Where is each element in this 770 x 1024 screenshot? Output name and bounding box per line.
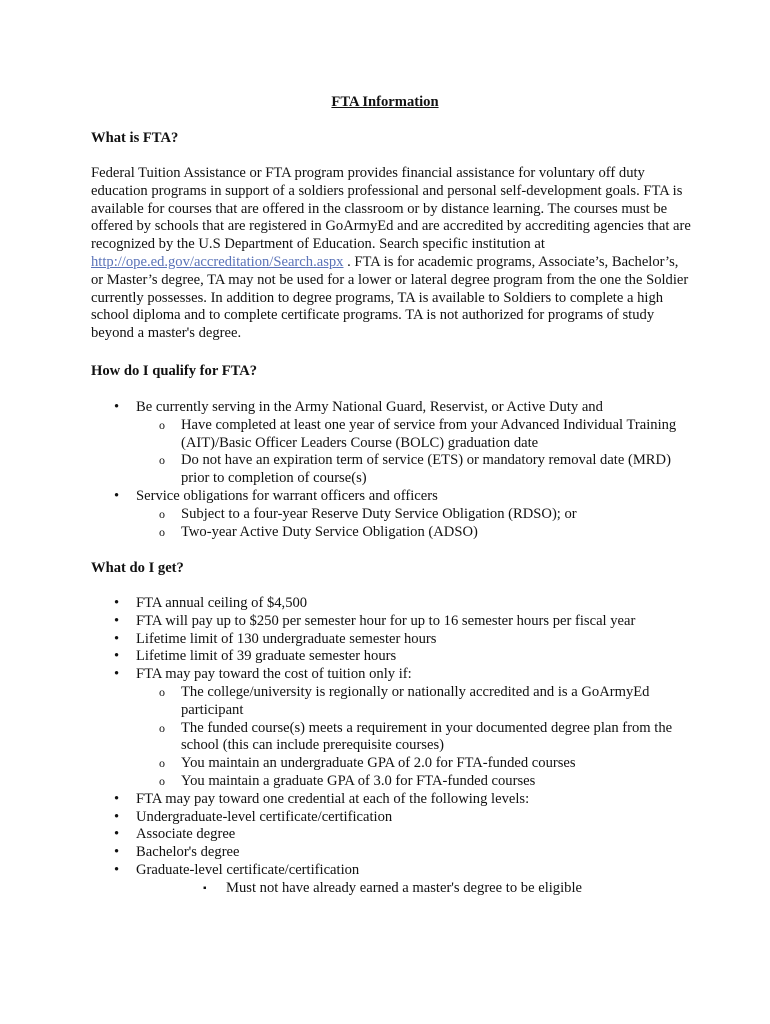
bullet-marker: • bbox=[114, 630, 120, 647]
list-item-text: Undergraduate-level certificate/certification bbox=[136, 808, 393, 825]
list-item-text: Graduate-level certificate/certification bbox=[136, 861, 360, 878]
list-item-text: Service obligations for warrant officers and officers bbox=[136, 487, 438, 504]
bullet-marker: • bbox=[114, 808, 120, 825]
list-item-text: FTA may pay toward the cost of tuition only if: bbox=[136, 666, 412, 683]
bullet-marker: o bbox=[159, 524, 165, 539]
bullet-marker: o bbox=[159, 773, 165, 788]
list-item-text: You maintain an undergraduate GPA of 2.0 for FTA-funded courses bbox=[181, 755, 576, 772]
list-item bbox=[91, 844, 691, 862]
list-item bbox=[91, 488, 691, 506]
list-item-text: FTA will pay up to $250 per semester hour for up to 16 semester hours per fiscal year bbox=[136, 612, 636, 629]
bullet-marker: • bbox=[114, 595, 120, 611]
list-item bbox=[91, 648, 691, 666]
list-item bbox=[91, 613, 691, 631]
list-item bbox=[91, 452, 691, 488]
list-item-text: Bachelor's degree bbox=[136, 844, 240, 861]
bullet-marker: o bbox=[159, 506, 165, 521]
bullet-marker: • bbox=[114, 861, 120, 878]
heading-how-do-i-qualify: How do I qualify for FTA? bbox=[91, 363, 258, 379]
list-item-text: FTA annual ceiling of $4,500 bbox=[136, 595, 308, 611]
list-item bbox=[91, 720, 691, 756]
bullet-marker: • bbox=[114, 844, 120, 861]
bullet-marker: • bbox=[114, 648, 120, 665]
list-item-text: Have completed at least one year of service from your Advanced Individual Training (AIT)/Basic Officer Leaders Course (BOLC) graduation date bbox=[181, 416, 677, 451]
list-item-text: Subject to a four-year Reserve Duty Service Obligation (RDSO); or bbox=[181, 505, 577, 522]
paragraph-text-2: . FTA is for academic programs, Associate’s, Bachelor’s, or Master’s degree, TA may not be used for a lower or lateral degree program from the one the Soldier currently possesses. In addition to degree programs, TA is available to Soldiers to complete a high school diploma and to complete certificate programs. TA is not authorized for programs of study beyond a master's degree. bbox=[91, 253, 689, 342]
list-item bbox=[91, 524, 691, 542]
bullet-marker: o bbox=[159, 720, 165, 735]
list-item-text: Two-year Active Duty Service Obligation (ADSO) bbox=[181, 523, 478, 540]
list-item-text: The college/university is regionally or nationally accredited and is a GoArmyEd participant bbox=[181, 683, 650, 718]
bullet-marker: o bbox=[159, 756, 165, 771]
bullet-marker: • bbox=[114, 666, 120, 683]
list-item-text: You maintain a graduate GPA of 3.0 for FTA-funded courses bbox=[181, 772, 536, 789]
qualify-list bbox=[91, 399, 691, 541]
paragraph-text-1: Federal Tuition Assistance or FTA program provides financial assistance for voluntary off duty education programs in support of a soldiers professional and personal self-development goals. FTA is available for courses that are offered in the classroom or by distance learning. The courses must be offered by schools that are registered in GoArmyEd and are accredited by accrediting agencies that are recognized by the U.S Department of Education. Search specific institution at bbox=[91, 165, 691, 253]
bullet-marker: • bbox=[114, 790, 120, 807]
bullet-marker: o bbox=[159, 684, 165, 699]
list-item bbox=[91, 506, 691, 524]
heading-what-do-i-get: What do I get? bbox=[91, 560, 184, 576]
benefits-list bbox=[91, 595, 691, 898]
list-item bbox=[91, 826, 691, 844]
accreditation-search-link[interactable]: http://ope.ed.gov/accreditation/Search.aspx bbox=[91, 253, 344, 270]
list-item bbox=[91, 862, 691, 880]
list-item bbox=[91, 666, 691, 684]
list-item bbox=[91, 791, 691, 809]
list-item bbox=[91, 595, 691, 613]
bullet-marker: ▪ bbox=[203, 882, 207, 894]
list-item-text: Lifetime limit of 39 graduate semester hours bbox=[136, 648, 397, 665]
list-item-text: The funded course(s) meets a requirement in your documented degree plan from the school (this can include prerequisite courses) bbox=[181, 719, 673, 754]
list-item-text: Be currently serving in the Army National Guard, Reservist, or Active Duty and bbox=[136, 399, 603, 415]
list-item bbox=[91, 684, 691, 720]
list-item bbox=[91, 417, 691, 453]
bullet-marker: • bbox=[114, 399, 120, 415]
list-item bbox=[91, 631, 691, 649]
list-item-text: Associate degree bbox=[136, 826, 236, 843]
heading-what-is-fta: What is FTA? bbox=[91, 130, 179, 146]
bullet-marker: o bbox=[159, 453, 165, 468]
bullet-marker: • bbox=[114, 612, 120, 629]
list-item bbox=[91, 399, 691, 417]
list-item bbox=[91, 880, 691, 898]
bullet-marker: • bbox=[114, 487, 120, 504]
list-item bbox=[91, 773, 691, 791]
list-item bbox=[91, 809, 691, 827]
list-item bbox=[91, 755, 691, 773]
bullet-marker: • bbox=[114, 826, 120, 843]
list-item-text: FTA may pay toward one credential at each of the following levels: bbox=[136, 790, 530, 807]
list-item-text: Must not have already earned a master's degree to be eligible bbox=[226, 879, 582, 896]
paragraph-what-is-fta bbox=[91, 165, 691, 343]
page-title: FTA Information bbox=[331, 94, 439, 110]
list-item-text: Do not have an expiration term of service (ETS) or mandatory removal date (MRD) prior to completion of course(s) bbox=[181, 452, 671, 487]
bullet-marker: o bbox=[159, 417, 165, 432]
list-item-text: Lifetime limit of 130 undergraduate semester hours bbox=[136, 630, 437, 647]
